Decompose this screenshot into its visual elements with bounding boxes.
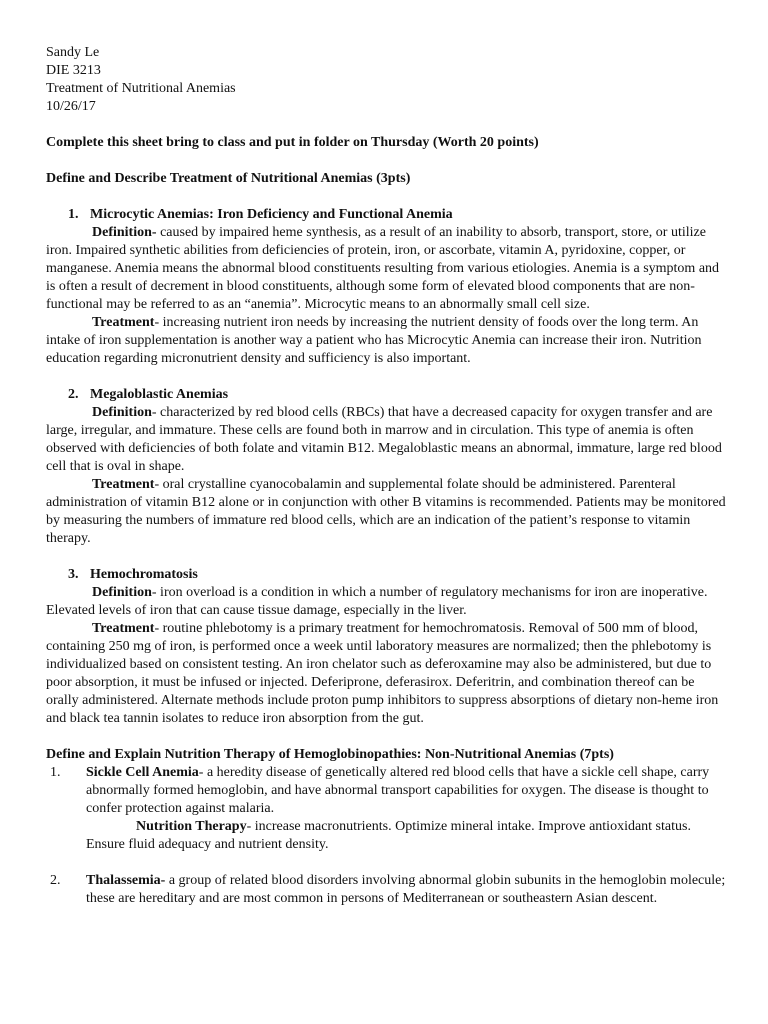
treatment-paragraph: Treatment- increasing nutrient iron needs by increasing the nutrient density of foods over the long term. An intake of iron supplementation is another way a patient who has Microcytic Anemia can increase their iron. Nutrition education regarding micronutrient density and sufficiency is also important. bbox=[46, 315, 702, 366]
definition-paragraph: Definition- caused by impaired heme synthesis, as a result of an inability to absorb, transport, store, or utilize iron. Impaired synthetic abilities from deficiencies of protein, iron, or ascorbate, vitamin A, pyridoxine, copper, or manganese. Anemia means the abnormal blood constituents resulting from various etiologies. Anemia is a symptom and is often a result of decrement in blood constituents, although some form of elevated blood components that are non-functional may be referred to as an “anemia”. Microcytic means to an abnormally small cell size. bbox=[46, 225, 720, 312]
hemoglobinopathy-item-sickle-cell bbox=[46, 764, 726, 854]
treatment-paragraph: Treatment- oral crystalline cyanocobalamin and supplemental folate should be administered. Parenteral administration of vitamin B12 alone or in conjunction with other B vitamins is recommended. Patients may be monitored by measuring the numbers of immature red blood cells, which are an indication of the patient’s response to vitamin therapy. bbox=[46, 477, 726, 546]
sickle-cell-paragraph: 1. Sickle Cell Anemia- a heredity disease of genetically altered red blood cells that have a sickle cell shape, carry abnormally formed hemoglobin, and have abnormal transport capabilities for oxygen. The disease is thought to confer protection against malaria. bbox=[50, 765, 710, 816]
course-code: DIE 3213 bbox=[46, 63, 101, 78]
anemia-item-microcytic bbox=[46, 206, 726, 368]
treatment-paragraph: Treatment- routine phlebotomy is a primary treatment for hemochromatosis. Removal of 500 mm of blood, containing 250 mg of iron, is performed once a week until laboratory measures are normalized; then the phlebotomy is individualized based on consistent testing. An iron chelator such as deferoxamine may also be administered, but due to poor absorption, it must be infused or injected. Deferiprone, deferasirox. Deferitrin, and combination thereof can be orally administered. Alternate methods include proton pump inhibitors to suppress absorptions of dietary non-heme iron and black tea tannin isolates to reduce iron absorption from the gut. bbox=[46, 621, 719, 726]
header-block bbox=[46, 44, 726, 116]
nutrition-therapy-paragraph: Nutrition Therapy- increase macronutrients. Optimize mineral intake. Improve antioxidant status. Ensure fluid adequacy and nutrient density. bbox=[86, 819, 691, 852]
definition-paragraph: Definition- iron overload is a condition in which a number of regulatory mechanisms for iron are inoperative. Elevated levels of iron that can cause tissue damage, especially in the liver. bbox=[46, 585, 708, 618]
definition-paragraph: Definition- characterized by red blood cells (RBCs) that have a decreased capacity for oxygen transfer and are large, irregular, and immature. These cells are found both in marrow and in circulation. This type of anemia is often observed with deficiencies of both folate and vitamin B12. Megaloblastic means an abnormal, immature, large red blood cell that is oval in shape. bbox=[46, 405, 722, 474]
assignment-date: 10/26/17 bbox=[46, 99, 96, 114]
item-heading: 1. Microcytic Anemias: Iron Deficiency and Functional Anemia bbox=[68, 207, 453, 222]
anemia-item-hemochromatosis bbox=[46, 566, 726, 728]
item-heading: 2. Megaloblastic Anemias bbox=[68, 387, 229, 402]
section1-title: Define and Describe Treatment of Nutritional Anemias (3pts) bbox=[46, 171, 411, 186]
item-heading: 3. Hemochromatosis bbox=[68, 567, 198, 582]
anemia-item-megaloblastic bbox=[46, 386, 726, 548]
document-page bbox=[46, 44, 726, 908]
thalassemia-paragraph: 2. Thalassemia- a group of related blood disorders involving abnormal globin subunits in the hemoglobin molecule; these are hereditary and are most common in persons of Mediterranean or southeastern Asian descent. bbox=[50, 873, 726, 906]
student-name: Sandy Le bbox=[46, 45, 100, 60]
section2-title: Define and Explain Nutrition Therapy of Hemoglobinopathies: Non-Nutritional Anemias (7pts) bbox=[46, 747, 614, 762]
hemoglobinopathy-item-thalassemia bbox=[46, 872, 726, 908]
assignment-topic: Treatment of Nutritional Anemias bbox=[46, 81, 236, 96]
instruction-line: Complete this sheet bring to class and put in folder on Thursday (Worth 20 points) bbox=[46, 135, 539, 150]
